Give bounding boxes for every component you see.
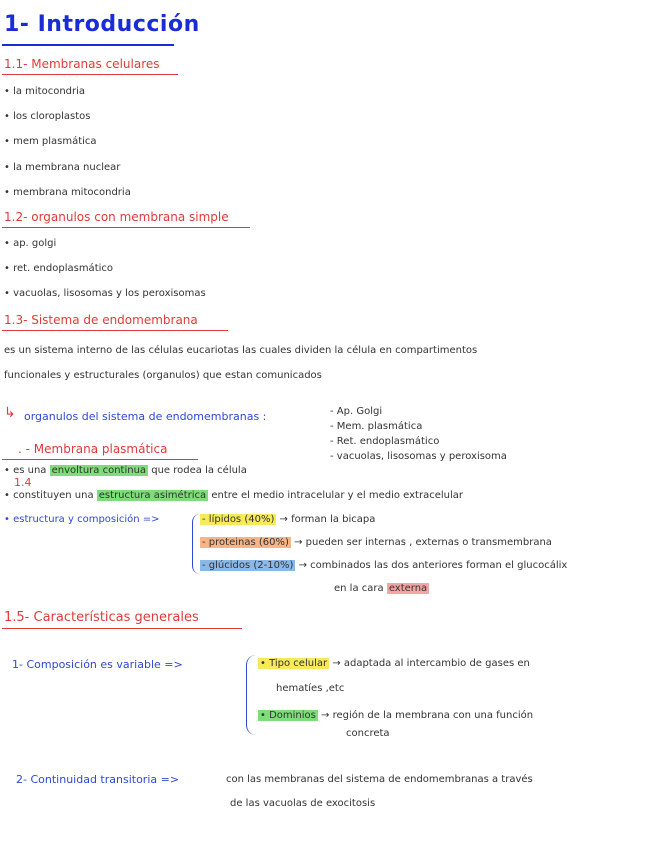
composition-item: en la cara externa [334, 583, 428, 594]
section-underline [2, 330, 228, 331]
section-heading-1-3: 1.3- Sistema de endomembrana [4, 313, 198, 327]
section-heading-1-4: . - Membrana plasmática [18, 442, 168, 456]
characteristic-item: de las vacuolas de exocitosis [230, 798, 376, 809]
brace [246, 655, 257, 735]
page-title: 1- Introducción [4, 12, 200, 37]
characteristic-item: con las membranas del sistema de endomembranas a través [226, 774, 533, 785]
list-item: • ap. golgi [4, 238, 57, 249]
bullet-line: • estructura y composición => [4, 514, 160, 525]
title-underline [2, 44, 174, 46]
characteristic-item: • Tipo celular → adaptada al intercambio de gases en [260, 658, 530, 669]
composition-item: - lípidos (40%) → forman la bicapa [202, 514, 376, 525]
characteristic-label: 2- Continuidad transitoria => [16, 773, 180, 786]
list-item: • mem plasmática [4, 136, 97, 147]
arrow-icon: ↳ [4, 405, 16, 421]
section-underline [2, 74, 178, 75]
section-heading-1-5: 1.5- Características generales [4, 610, 199, 625]
list-item: • la mitocondria [4, 86, 86, 97]
section-underline [2, 227, 250, 228]
bullet-line: • es una envoltura continua que rodea la célula [4, 465, 247, 476]
organelles-label: organulos del sistema de endomembranas : [24, 410, 267, 423]
organelle-item: - Ret. endoplasmático [330, 436, 440, 447]
characteristic-item: hematíes ,etc [276, 683, 345, 694]
organelle-item: - Mem. plasmática [330, 421, 423, 432]
paragraph-line: es un sistema interno de las células eucariotas las cuales dividen la célula en compartimentos [4, 345, 478, 356]
characteristic-item: • Dominios → región de la membrana con una función [260, 710, 534, 721]
list-item: • vacuolas, lisosomas y los peroxisomas [4, 288, 206, 299]
list-item: • membrana mitocondria [4, 187, 131, 198]
section-heading-1-1: 1.1- Membranas celulares [4, 57, 160, 71]
list-item: • los cloroplastos [4, 111, 91, 122]
list-item: • la membrana nuclear [4, 162, 121, 173]
composition-item: - glúcidos (2-10%) → combinados las dos anteriores forman el glucocálix [202, 560, 568, 571]
section-underline [2, 459, 198, 460]
paragraph-line: funcionales y estructurales (organulos) que estan comunicados [4, 370, 322, 381]
composition-item: - proteinas (60%) → pueden ser internas , externas o transmembrana [202, 537, 552, 548]
characteristic-label: 1- Composición es variable => [12, 658, 183, 671]
organelle-item: - Ap. Golgi [330, 406, 383, 417]
section-heading-1-2: 1.2- organulos con membrana simple [4, 210, 229, 224]
bullet-line: • constituyen una estructura asimétrica entre el medio intracelular y el medio extracelular [4, 490, 463, 501]
organelle-item: - vacuolas, lisosomas y peroxisoma [330, 451, 507, 462]
characteristic-item: concreta [346, 728, 390, 739]
list-item: • ret. endoplasmático [4, 263, 114, 274]
section-underline [2, 628, 242, 629]
section-number: 1.4 [14, 476, 32, 489]
